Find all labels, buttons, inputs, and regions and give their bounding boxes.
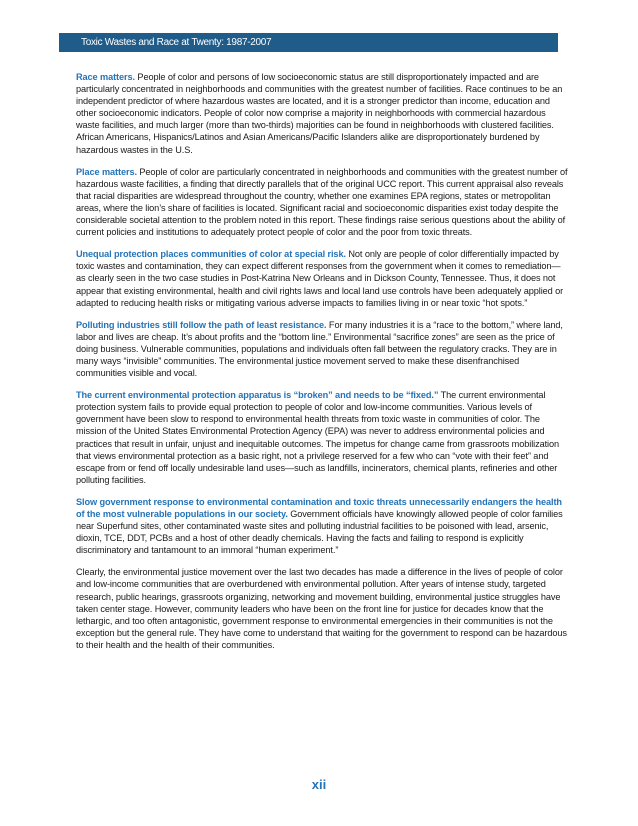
paragraph-body: Clearly, the environmental justice movement over the last two decades has made a difference in the lives of people of color and low-income communities that are overburdened with environmental pollution. After years of intense study, targeted research, public hearings, grassroots organizing, networking and movement building, environmental justice struggles have taken center stage. However, community leaders who have been on the front line for justice for decades know that the lethargic, and too often antagonistic, government response to environmental emergencies in their communities is not the exception but the general rule. They have come to understand that waiting for the government to respond can be hazardous to their health and the health of their communities. <box>76 567 567 650</box>
paragraph-race-matters <box>76 71 568 156</box>
paragraph-place-matters <box>76 166 568 239</box>
paragraph-body: People of color are particularly concentrated in neighborhoods and communities with the greatest number of hazardous waste facilities, a finding that directly parallels that of the original UCC report. This current appraisal also reveals that racial disparities are widespread throughout the country, whether one examines EPA regions, states or metropolitan areas, where the lion’s share of facilities is located. Significant racial and socioeconomic disparities exist today despite the considerable societal attention to the problem noted in this report. These findings raise serious questions about the ability of current policies and institutions to adequately protect people of color and the poor from toxic threats. <box>76 166 568 238</box>
paragraph-body: The current environmental protection system fails to provide equal protection to people of color and low-income communities. Various levels of government have been slow to respond to environmental health threats from toxic waste in communities of color. The mission of the United States Environmental Protection Agency (EPA) was never to address environmental policies and practices that result in unfair, unjust and inequitable outcomes. The impetus for change came from grassroots mobilization that views environmental protection as a basic right, not a privilege reserved for a few who can “vote with their feet” and escape from or fend off locally undesirable land uses—such as landfills, incinerators, chemical plants, refineries and other polluting facilities. <box>76 390 559 485</box>
paragraph-lead: Polluting industries still follow the path of least resistance. <box>76 319 327 330</box>
page-number: xii <box>311 777 327 792</box>
paragraph-conclusion <box>76 566 568 651</box>
paragraph-slow-response <box>76 496 568 556</box>
paragraph-lead: Unequal protection places communities of color at special risk. <box>76 249 346 260</box>
header-title: Toxic Wastes and Race at Twenty: 1987-2007 <box>81 37 272 48</box>
paragraph-lead: Place matters. <box>76 166 137 177</box>
paragraph-body: For many industries it is a “race to the bottom,” where land, labor and lives are cheap. It’s about profits and the “bottom line.” Environmental “sacrifice zones” are seen as the price of doing business. Vulnerable communities, populations and individuals often fall between the regulatory cracks. They are in many ways “invisible” communities. The environmental justice movement served to make these disenfranchised communities visible and vocal. <box>76 319 563 379</box>
paragraph-lead: The current environmental protection apparatus is “broken” and needs to be “fixed.” <box>76 390 439 401</box>
paragraph-polluting-industries <box>76 319 568 379</box>
running-header <box>59 33 558 52</box>
paragraph-body: Not only are people of color differentially impacted by toxic wastes and contamination, they can expect different responses from the government when it comes to remediation—as clearly seen in the two case studies in Post-Katrina New Orleans and in Dickson County, Tennessee. Thus, it does not appear that existing environmental, health and civil rights laws and local land use controls have been adequately applied or adapted to reducing health risks or mitigating various adverse impacts to families living in or near toxic “hot spots.” <box>76 249 564 308</box>
document-body <box>76 71 568 661</box>
paragraph-unequal-protection <box>76 248 568 308</box>
paragraph-protection-apparatus <box>76 389 568 486</box>
paragraph-lead: Race matters. <box>76 72 135 82</box>
paragraph-body: People of color and persons of low socioeconomic status are still disproportionately impacted and are particularly concentrated in neighborhoods and communities with the greatest number of facilities. Race continues to be an independent predictor of where hazardous wastes are located, and it is a stronger predictor than income, education and other socioeconomic indicators. People of color now comprise a majority in neighborhoods with commercial hazardous waste facilities, and much larger (more than two-thirds) majorities can be found in neighborhoods with clustered facilities. African Americans, Hispanics/Latinos and Asian Americans/Pacific Islanders alike are disproportionately burdened by hazardous wastes in the U.S. <box>76 72 563 155</box>
paragraph-lead: Slow government response to environmental contamination and toxic threats unnecessarily endangers the health of the most vulnerable populations in our society. <box>76 496 562 519</box>
paragraph-body: Government officials have knowingly allowed people of color families near Superfund sites, other contaminated waste sites and polluting industrial facilities to be poisoned with lead, arsenic, dioxin, TCE, DDT, PCBs and a host of other deadly chemicals. Having the facts and failing to respond is explicitly discriminatory and tantamount to an immoral “human experiment.” <box>76 509 563 556</box>
